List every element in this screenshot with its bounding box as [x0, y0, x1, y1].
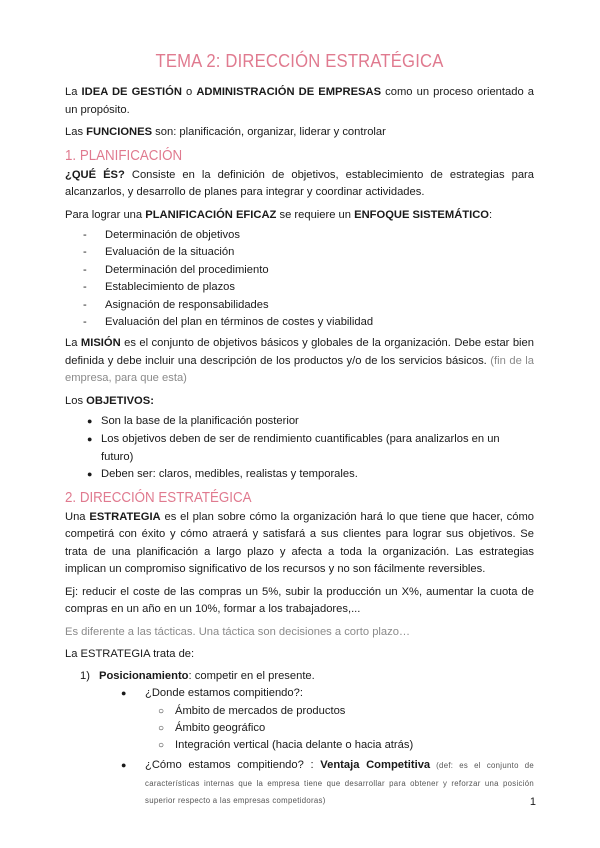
page-number: 1: [529, 796, 536, 808]
list-item: ● Los objetivos deben de ser de rendimiento cuantificables (para analizarlos en un futuro): [87, 433, 500, 463]
list-item: ● Deben ser: claros, medibles, realistas y temporales.: [87, 468, 358, 481]
page-title: TEMA 2: DIRECCIÓN ESTRATÉGICA: [155, 50, 444, 71]
list-item: - Asignación de responsabilidades: [83, 298, 269, 311]
sub-list-item: ○ Ámbito geográfico: [158, 722, 266, 734]
que-es-paragraph: ¿QUÉ ÉS? Consiste en la definición de objetivos, establecimiento de estrategias para alcanzarlos, y desarrollo de planes para integrar y coordinar actividades.: [65, 168, 534, 198]
ejemplo-paragraph: Ej: reducir el coste de las compras un 5%, subir la producción un X%, aumentar la cuota de compras en un año en un 10%, formar a los trabajadores,...: [65, 585, 534, 616]
list-item: - Determinación del procedimiento: [83, 263, 269, 276]
sub-list-item: ○ Integración vertical (hacia delante o hacia atrás): [158, 739, 414, 751]
estrategia-trata-label: La ESTRATEGIA trata de:: [65, 648, 195, 661]
mision-paragraph: La MISIÓN es el conjunto de objetivos básicos y globales de la organización. Debe estar bien definida y debe incluir una descripción de los productos y/o de los servicios básicos. (fin de la empresa, para que esta): [65, 337, 534, 385]
question-como: ● ¿Cómo estamos compitiendo? : Ventaja Competitiva (def: es el conjunto de características internas que la empresa tiene que desarrollar para obtener y reforzar una posición superior respecto a las empresas competidoras): [121, 759, 534, 806]
planificacion-eficaz-paragraph: Para lograr una PLANIFICACIÓN EFICAZ se requiere un ENFOQUE SISTEMÁTICO:: [65, 208, 493, 221]
numbered-item-posicionamiento: 1) Posicionamiento: competir en el presente.: [80, 669, 315, 682]
estrategia-paragraph: Una ESTRATEGIA es el plan sobre cómo la organización hará lo que tiene que hacer, cómo competirá con éxito y cómo atraerá y satisfará a sus clientes para lograr sus objetivos. Se trata de una planificación a largo plazo y afecta a toda la organización. Las estrategias implican un compromiso significativo de los recursos y no son fácilmente reversibles.: [65, 510, 534, 576]
section-heading-direccion: 2. DIRECCIÓN ESTRATÉGICA: [65, 489, 252, 506]
page-content: [65, 50, 534, 810]
funciones-paragraph: Las FUNCIONES son: planificación, organizar, liderar y controlar: [65, 126, 386, 138]
list-item: - Establecimiento de plazos: [83, 281, 235, 294]
enfoque-list: [65, 227, 534, 331]
tacticas-note: Es diferente a las tácticas. Una táctica son decisiones a corto plazo…: [65, 625, 411, 638]
list-item: - Determinación de objetivos: [83, 229, 240, 241]
section-heading-planificacion: 1. PLANIFICACIÓN: [65, 147, 183, 164]
sub-list-item: ○ Ámbito de mercados de productos: [158, 705, 346, 717]
list-item: ● Son la base de la planificación posterior: [87, 415, 299, 428]
list-item: - Evaluación del plan en términos de costes y viabilidad: [83, 316, 374, 329]
intro-paragraph: La IDEA DE GESTIÓN o ADMINISTRACIÓN DE EMPRESAS como un proceso orientado a un propósito.: [65, 86, 534, 116]
objetivos-list: [65, 413, 534, 483]
question-donde: ● ¿Donde estamos compitiendo?:: [121, 687, 303, 700]
list-item: - Evaluación de la situación: [83, 246, 235, 259]
objetivos-label: Los OBJETIVOS:: [65, 394, 154, 407]
